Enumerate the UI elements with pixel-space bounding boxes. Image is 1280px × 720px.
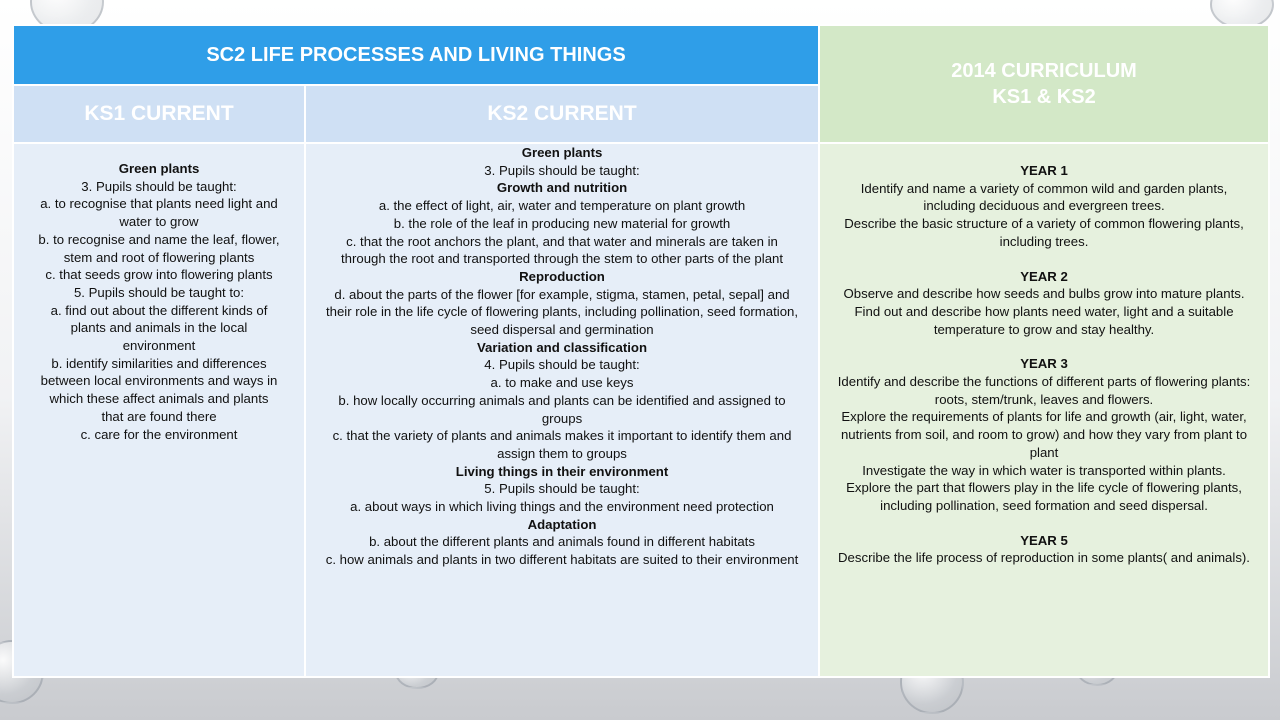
curriculum-line: a. the effect of light, air, water and temperature on plant growth	[378, 198, 746, 214]
curriculum-line: c. that the variety of plants and animals makes it important to identify them and assign them to groups	[332, 428, 792, 461]
ks2-content	[306, 144, 818, 569]
curriculum-line: a. to recognise that plants need light and water to grow	[40, 196, 278, 230]
curriculum-line: b. to recognise and name the leaf, flower, stem and root of flowering plants	[38, 231, 280, 265]
ks1-header: KS1 CURRENT	[84, 102, 234, 125]
main-title-cell	[13, 25, 819, 85]
ks1-content-cell	[13, 143, 305, 677]
curriculum-line: a. about ways in which living things and the environment need protection	[350, 499, 774, 515]
curriculum-line: b. how locally occurring animals and plants can be identified and assigned to groups	[338, 392, 786, 426]
section-heading: Green plants	[118, 161, 200, 176]
curriculum-line: b. the role of the leaf in producing new material for growth	[393, 215, 731, 231]
section-heading: Growth and nutrition	[496, 180, 628, 196]
curriculum-line: a. to make and use keys	[490, 375, 634, 391]
year-objective: Explore the part that flowers play in the life cycle of flowering plants, including pollination, seed formation and seed dispersal.	[846, 480, 1242, 513]
curriculum-content-cell	[819, 143, 1269, 677]
spacer	[836, 515, 1252, 532]
curriculum-line: 3. Pupils should be taught:	[484, 162, 640, 178]
curriculum-line: 5. Pupils should be taught to:	[73, 284, 245, 300]
year-heading: YEAR 5	[1020, 532, 1068, 548]
curriculum-line: 3. Pupils should be taught:	[81, 178, 237, 194]
main-title: SC2 LIFE PROCESSES AND LIVING THINGS	[206, 43, 626, 66]
curriculum-line: d. about the parts of the flower [for example, stigma, stamen, petal, sepal] and their role in the life cycle of flowering plants, including pollination, seed formation, seed dispersal and germination	[325, 286, 799, 338]
section-heading: Reproduction	[519, 268, 605, 284]
section-heading: Variation and classification	[476, 339, 648, 355]
curriculum-title-line2: KS1 & KS2	[992, 86, 1096, 108]
section-heading: Green plants	[521, 145, 603, 160]
curriculum-line: 5. Pupils should be taught:	[484, 481, 640, 497]
curriculum-header-cell	[819, 25, 1269, 143]
year-objective: Describe the basic structure of a variety of common flowering plants, including trees.	[844, 216, 1244, 249]
curriculum-content	[820, 144, 1268, 567]
spacer	[836, 251, 1252, 268]
ks1-header-cell	[13, 85, 305, 143]
curriculum-line: 4. Pupils should be taught:	[484, 357, 640, 373]
curriculum-line: c. that seeds grow into flowering plants	[45, 267, 273, 283]
year-objective: Investigate the way in which water is transported within plants.	[862, 462, 1226, 478]
curriculum-line: c. how animals and plants in two different habitats are suited to their environment	[325, 552, 799, 568]
curriculum-line: c. that the root anchors the plant, and that water and minerals are taken in through the root and transported through the stem to other parts of the plant	[340, 233, 784, 267]
section-heading: Adaptation	[527, 516, 597, 532]
year-objective: Explore the requirements of plants for life and growth (air, light, water, nutrients from soil, and room to grow) and how they vary from plant to plant	[840, 409, 1248, 460]
curriculum-line: c. care for the environment	[80, 426, 238, 442]
year-objective: Find out and describe how plants need water, light and a suitable temperature to grow and stay healthy.	[854, 303, 1234, 337]
year-heading: YEAR 2	[1020, 268, 1068, 284]
section-heading: Living things in their environment	[455, 463, 669, 479]
year-objective: Identify and name a variety of common wild and garden plants, including deciduous and evergreen trees.	[860, 180, 1228, 214]
year-heading: YEAR 1	[1020, 163, 1068, 178]
ks2-header: KS2 CURRENT	[487, 102, 637, 125]
curriculum-line: a. find out about the different kinds of plants and animals in the local environment	[50, 302, 268, 354]
ks2-header-cell	[305, 85, 819, 143]
ks2-content-cell	[305, 143, 819, 677]
year-objective: Identify and describe the functions of different parts of flowering plants: roots, stem/trunk, leaves and flowers.	[837, 374, 1251, 407]
year-objective: Describe the life process of reproduction in some plants( and animals).	[838, 550, 1250, 566]
ks1-content	[14, 144, 304, 443]
curriculum-line: b. about the different plants and animals found in different habitats	[369, 534, 755, 550]
year-heading: YEAR 3	[1020, 356, 1068, 372]
spacer	[836, 338, 1252, 355]
curriculum-table	[12, 24, 1270, 678]
year-objective: Observe and describe how seeds and bulbs grow into mature plants.	[843, 286, 1245, 302]
curriculum-line: b. identify similarities and differences between local environments and ways in which these affect animals and plants that are found there	[40, 355, 278, 424]
curriculum-title-line1: 2014 CURRICULUM	[951, 60, 1137, 82]
